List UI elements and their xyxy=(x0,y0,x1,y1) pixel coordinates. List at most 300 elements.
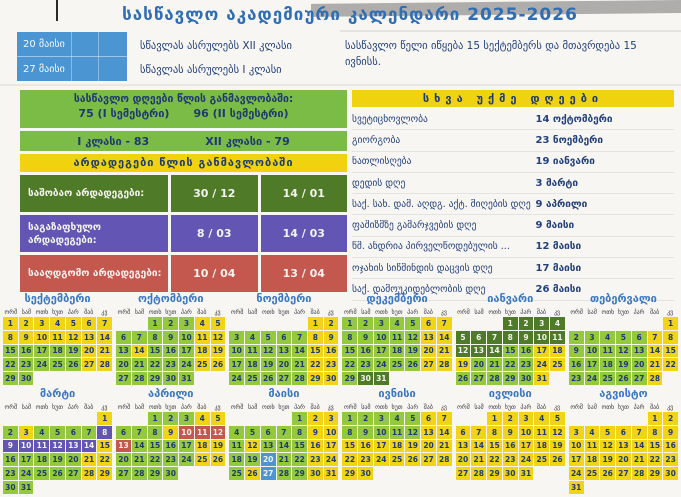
day-cell: 17 xyxy=(569,453,584,466)
day-cell: 9 xyxy=(163,331,178,344)
day-cell: 26 xyxy=(245,467,260,480)
empty-cell xyxy=(648,317,663,330)
other-holiday-row xyxy=(352,130,674,151)
day-cell: 6 xyxy=(632,331,647,344)
day-cell: 11 xyxy=(600,345,615,358)
day-cell: 6 xyxy=(277,331,292,344)
weekday-header xyxy=(229,403,338,412)
month-grid xyxy=(116,412,225,480)
weekday-label: შაბ xyxy=(536,309,547,316)
weekday-label: პარ xyxy=(180,403,192,411)
day-cell: 23 xyxy=(358,453,373,466)
day-cell: 2 xyxy=(324,317,339,330)
weekday-header xyxy=(342,403,451,412)
day-cell: 29 xyxy=(342,467,357,480)
weekday-header xyxy=(229,308,338,317)
day-cell: 20 xyxy=(471,358,486,371)
weekday-label: ორშ xyxy=(457,309,470,316)
day-cell: 11 xyxy=(34,440,49,453)
months-grid xyxy=(3,292,678,494)
weekday-label: სამ xyxy=(587,403,597,411)
month-calendar xyxy=(342,387,451,494)
day-cell: 3 xyxy=(179,317,194,330)
weekday-label: ხუთ xyxy=(165,309,177,316)
month-title: მაისი xyxy=(268,386,300,400)
day-cell: 22 xyxy=(292,453,307,466)
day-cell: 1 xyxy=(148,412,163,425)
day-cell: 15 xyxy=(663,345,678,358)
day-cell: 1 xyxy=(342,317,357,330)
day-cell: 13 xyxy=(66,440,81,453)
day-cell: 13 xyxy=(116,440,131,453)
day-cell: 7 xyxy=(132,426,147,439)
day-cell: 31 xyxy=(324,467,339,480)
day-cell: 29 xyxy=(503,372,518,385)
day-cell: 29 xyxy=(487,467,502,480)
school-days-header-box xyxy=(20,90,347,128)
day-cell: 25 xyxy=(585,467,600,480)
weekday-label: პარ xyxy=(180,309,192,316)
empty-cell xyxy=(277,412,292,425)
day-cell: 29 xyxy=(3,372,18,385)
semester-days xyxy=(20,107,347,120)
other-holiday-name: დედის დღე xyxy=(352,177,406,189)
day-cell: 12 xyxy=(261,345,276,358)
day-cell: 18 xyxy=(550,345,565,358)
day-cell: 13 xyxy=(471,345,486,358)
day-cell: 2 xyxy=(519,317,534,330)
day-cell: 7 xyxy=(632,426,647,439)
day-cell: 5 xyxy=(405,412,420,425)
empty-cell xyxy=(245,412,260,425)
weekday-label: ხუთ xyxy=(504,403,516,411)
day-cell: 24 xyxy=(519,453,534,466)
semester-1-days: 75 (I სემესტრი) xyxy=(78,107,170,120)
day-cell: 2 xyxy=(358,317,373,330)
day-cell: 27 xyxy=(82,358,97,371)
month-title: თებერვალი xyxy=(589,292,657,305)
day-cell: 23 xyxy=(358,358,373,371)
day-cell: 5 xyxy=(456,331,471,344)
day-cell: 10 xyxy=(569,440,584,453)
day-cell: 16 xyxy=(19,345,34,358)
day-cell: 30 xyxy=(358,467,373,480)
semester-2-days: 96 (II სემესტრი) xyxy=(193,107,289,120)
day-cell: 19 xyxy=(550,440,565,453)
day-cell: 13 xyxy=(261,440,276,453)
weekday-label: ხუთ xyxy=(52,309,64,316)
day-cell: 30 xyxy=(308,467,323,480)
legend-date-row: 20 მაისი xyxy=(17,32,127,57)
weekday-label: შაბ xyxy=(310,309,320,316)
day-cell: 1 xyxy=(148,317,163,330)
weekday-label: ოთხ xyxy=(488,403,501,411)
day-cell: 21 xyxy=(82,453,97,466)
day-cell: 13 xyxy=(632,345,647,358)
day-cell: 6 xyxy=(116,426,131,439)
day-cell: 6 xyxy=(421,317,436,330)
day-cell: 6 xyxy=(421,412,436,425)
day-cell: 26 xyxy=(600,467,615,480)
day-cell: 16 xyxy=(308,440,323,453)
empty-cell xyxy=(585,317,600,330)
month-title: დეკემბერი xyxy=(366,292,428,305)
day-cell: 21 xyxy=(632,453,647,466)
other-holiday-name: გიორგობა xyxy=(352,134,401,146)
day-cell: 15 xyxy=(97,440,112,453)
weekday-label: ოთხ xyxy=(375,403,388,411)
day-cell: 12 xyxy=(405,426,420,439)
day-cell: 28 xyxy=(82,467,97,480)
day-cell: 31 xyxy=(519,467,534,480)
day-cell: 5 xyxy=(211,412,226,425)
day-cell: 8 xyxy=(308,331,323,344)
day-cell: 31 xyxy=(179,372,194,385)
month-grid xyxy=(456,317,565,385)
other-holiday-name: წმ. ანდრია პირველწოდებულის ... xyxy=(352,241,510,253)
empty-cell xyxy=(116,317,131,330)
day-cell: 18 xyxy=(534,440,549,453)
weekday-label: შაბ xyxy=(423,403,433,411)
day-cell: 29 xyxy=(148,467,163,480)
month-grid xyxy=(229,317,338,385)
day-cell: 18 xyxy=(34,453,49,466)
day-cell: 27 xyxy=(616,467,631,480)
day-cell: 15 xyxy=(487,440,502,453)
weekday-label: ოთხ xyxy=(488,309,501,316)
other-holiday-row xyxy=(352,237,674,258)
empty-cell xyxy=(585,412,600,425)
day-cell: 19 xyxy=(616,358,631,371)
empty-cell xyxy=(600,412,615,425)
day-cell: 6 xyxy=(66,426,81,439)
weekday-label: ხუთ xyxy=(391,403,403,411)
day-cell: 27 xyxy=(456,467,471,480)
weekday-label: ხუთ xyxy=(278,309,290,316)
day-cell: 26 xyxy=(50,467,65,480)
other-holiday-date: 14 ოქტომბერი xyxy=(535,113,613,125)
month-calendar xyxy=(342,292,451,385)
day-cell: 11 xyxy=(229,440,244,453)
weekday-label: ხუთ xyxy=(278,403,290,411)
month-calendar xyxy=(569,292,678,385)
day-cell: 20 xyxy=(616,453,631,466)
may-dates-legend xyxy=(17,32,127,81)
day-cell: 1 xyxy=(292,412,307,425)
day-cell: 18 xyxy=(600,358,615,371)
day-cell: 3 xyxy=(324,412,339,425)
school-days-header: სასწავლო დღეები წლის განმავლობაში: xyxy=(73,93,294,105)
month-title: აგვისტო xyxy=(599,386,648,400)
day-cell: 10 xyxy=(19,440,34,453)
day-cell: 16 xyxy=(663,440,678,453)
weekday-header xyxy=(342,308,451,317)
day-cell: 7 xyxy=(132,331,147,344)
day-cell: 29 xyxy=(648,467,663,480)
day-cell: 11 xyxy=(50,331,65,344)
empty-cell xyxy=(616,412,631,425)
day-cell: 14 xyxy=(437,426,452,439)
weekday-label: სამ xyxy=(361,403,371,411)
day-cell: 3 xyxy=(374,317,389,330)
day-cell: 2 xyxy=(3,426,18,439)
day-cell: 29 xyxy=(97,467,112,480)
other-holiday-date: 23 ნოემბერი xyxy=(535,134,604,146)
day-cell: 24 xyxy=(229,372,244,385)
day-cell: 20 xyxy=(421,345,436,358)
weekday-label: შაბ xyxy=(310,403,320,411)
weekday-label: ოთხ xyxy=(601,403,615,411)
empty-cell xyxy=(50,412,65,425)
day-cell: 10 xyxy=(324,426,339,439)
other-holiday-date: 9 აპრილი xyxy=(535,198,588,210)
other-holiday-name: ფაშიზმზე გამარჯვების დღე xyxy=(352,220,477,232)
day-cell: 16 xyxy=(358,345,373,358)
day-cell: 11 xyxy=(195,331,210,344)
day-cell: 9 xyxy=(3,440,18,453)
day-cell: 21 xyxy=(277,453,292,466)
day-cell: 10 xyxy=(374,331,389,344)
day-cell: 19 xyxy=(261,358,276,371)
day-cell: 15 xyxy=(342,345,357,358)
day-cell: 16 xyxy=(503,440,518,453)
weekday-label: სამ xyxy=(248,309,258,316)
day-cell: 26 xyxy=(211,453,226,466)
weekday-label: სამ xyxy=(248,403,258,411)
weekday-label: ოთხ xyxy=(148,403,162,411)
day-cell: 24 xyxy=(374,358,389,371)
day-cell: 20 xyxy=(116,358,131,371)
day-cell: 4 xyxy=(195,317,210,330)
holiday-label: საგაზაფხულო არდადეგები: xyxy=(20,215,168,252)
day-cell: 10 xyxy=(179,331,194,344)
day-cell: 20 xyxy=(116,453,131,466)
day-cell: 5 xyxy=(211,317,226,330)
month-title: ივლისი xyxy=(488,386,532,400)
weekday-label: კვ xyxy=(667,309,674,316)
day-cell: 17 xyxy=(519,440,534,453)
day-cell: 7 xyxy=(437,412,452,425)
day-cell: 28 xyxy=(277,467,292,480)
day-cell: 2 xyxy=(358,412,373,425)
holiday-label: სააღდგომო არდადეგები: xyxy=(20,255,168,292)
day-cell: 15 xyxy=(342,440,357,453)
day-cell: 24 xyxy=(34,358,49,371)
day-cell: 19 xyxy=(600,453,615,466)
day-cell: 24 xyxy=(534,358,549,371)
day-cell: 10 xyxy=(534,331,549,344)
weekday-label: პარ xyxy=(294,403,305,411)
day-cell: 12 xyxy=(245,440,260,453)
day-cell: 13 xyxy=(456,440,471,453)
weekday-label: ორშ xyxy=(4,309,18,316)
day-cell: 10 xyxy=(374,426,389,439)
day-cell: 16 xyxy=(324,345,339,358)
weekday-label: ხუთ xyxy=(617,403,629,411)
month-grid xyxy=(569,317,678,385)
month-calendar xyxy=(116,292,225,385)
weekday-label: ოთხ xyxy=(35,403,49,411)
day-cell: 1 xyxy=(3,317,18,330)
day-cell: 26 xyxy=(550,453,565,466)
day-cell: 22 xyxy=(648,453,663,466)
day-cell: 28 xyxy=(437,453,452,466)
day-cell: 14 xyxy=(648,345,663,358)
empty-cell xyxy=(456,412,471,425)
day-cell: 2 xyxy=(503,412,518,425)
day-cell: 21 xyxy=(132,358,147,371)
day-cell: 30 xyxy=(503,467,518,480)
day-cell: 1 xyxy=(342,412,357,425)
weekday-label: კვ xyxy=(553,403,561,411)
day-cell: 17 xyxy=(179,440,194,453)
weekday-label: კვ xyxy=(327,309,334,316)
weekday-label: კვ xyxy=(440,309,447,316)
weekday-label: პარ xyxy=(520,309,532,316)
other-holiday-row xyxy=(352,215,674,236)
day-cell: 29 xyxy=(148,372,163,385)
day-cell: 19 xyxy=(405,440,420,453)
day-cell: 22 xyxy=(342,358,357,371)
weekday-label: ორშ xyxy=(230,403,244,411)
holiday-start-date: 30 / 12 xyxy=(171,175,258,212)
other-holiday-date: 17 მაისი xyxy=(535,262,582,274)
day-cell: 27 xyxy=(421,358,436,371)
legend-descriptions xyxy=(140,34,340,82)
empty-cell xyxy=(116,412,131,425)
day-cell: 6 xyxy=(456,426,471,439)
empty-cell xyxy=(616,317,631,330)
weekday-label: ხუთ xyxy=(617,309,629,316)
day-cell: 7 xyxy=(471,426,486,439)
month-grid xyxy=(456,412,565,480)
day-cell: 13 xyxy=(421,426,436,439)
day-cell: 9 xyxy=(308,426,323,439)
day-cell: 19 xyxy=(50,453,65,466)
day-cell: 11 xyxy=(245,345,260,358)
month-grid xyxy=(116,317,225,385)
day-cell: 30 xyxy=(324,372,339,385)
other-holidays-panel xyxy=(352,90,674,301)
day-cell: 12 xyxy=(66,331,81,344)
weekday-label: ოთხ xyxy=(601,309,615,316)
month-calendar xyxy=(229,292,338,385)
day-cell: 27 xyxy=(421,453,436,466)
day-cell: 19 xyxy=(456,358,471,371)
day-cell: 5 xyxy=(405,317,420,330)
day-cell: 30 xyxy=(163,467,178,480)
day-cell: 14 xyxy=(97,331,112,344)
day-cell: 15 xyxy=(648,440,663,453)
day-cell: 14 xyxy=(132,440,147,453)
day-cell: 22 xyxy=(503,358,518,371)
day-cell: 1 xyxy=(648,412,663,425)
weekday-label: კვ xyxy=(327,403,334,411)
weekday-label: კვ xyxy=(101,403,108,411)
day-cell: 3 xyxy=(569,426,584,439)
day-cell: 26 xyxy=(456,372,471,385)
day-cell: 8 xyxy=(663,331,678,344)
day-cell: 11 xyxy=(195,426,210,439)
day-cell: 18 xyxy=(195,345,210,358)
weekday-label: შაბ xyxy=(197,309,207,316)
day-cell: 28 xyxy=(132,372,147,385)
day-cell: 28 xyxy=(632,467,647,480)
day-cell: 3 xyxy=(585,331,600,344)
day-cell: 8 xyxy=(648,426,663,439)
day-cell: 10 xyxy=(585,345,600,358)
day-cell: 9 xyxy=(569,345,584,358)
day-cell: 18 xyxy=(585,453,600,466)
day-cell: 20 xyxy=(632,358,647,371)
day-cell: 25 xyxy=(34,467,49,480)
weekday-label: პარ xyxy=(67,403,79,411)
day-cell: 18 xyxy=(245,358,260,371)
weekday-label: შაბ xyxy=(649,309,660,316)
day-cell: 24 xyxy=(179,358,194,371)
day-cell: 16 xyxy=(569,358,584,371)
day-cell: 5 xyxy=(550,412,565,425)
day-cell: 26 xyxy=(66,358,81,371)
other-holiday-date: 26 მაისი xyxy=(535,284,582,296)
day-cell: 4 xyxy=(195,412,210,425)
day-cell: 21 xyxy=(97,345,112,358)
month-calendar xyxy=(116,387,225,494)
day-cell: 20 xyxy=(277,358,292,371)
day-cell: 28 xyxy=(487,372,502,385)
weekday-label: პარ xyxy=(633,403,645,411)
weekday-label: ოთხ xyxy=(148,309,162,316)
month-title: ნოემბერი xyxy=(256,292,312,305)
empty-cell xyxy=(569,412,584,425)
day-cell: 13 xyxy=(616,440,631,453)
day-cell: 19 xyxy=(66,345,81,358)
day-cell: 26 xyxy=(211,358,226,371)
day-cell: 22 xyxy=(342,453,357,466)
day-cell: 7 xyxy=(648,331,663,344)
month-grid xyxy=(3,317,112,385)
month-title: ივნისი xyxy=(378,386,416,400)
day-cell: 21 xyxy=(132,453,147,466)
weekday-label: პარ xyxy=(407,403,419,411)
day-cell: 4 xyxy=(34,426,49,439)
day-cell: 27 xyxy=(471,372,486,385)
page-title: სასწავლო აკადემიური კალენდარი 2025-2026 xyxy=(122,5,578,25)
day-cell: 7 xyxy=(97,317,112,330)
day-cell: 25 xyxy=(390,453,405,466)
month-grid xyxy=(569,412,678,494)
day-cell: 29 xyxy=(308,372,323,385)
day-cell: 21 xyxy=(471,453,486,466)
day-cell: 21 xyxy=(437,345,452,358)
section-divider-line xyxy=(0,84,681,86)
weekday-header xyxy=(116,308,225,317)
weekday-label: სამ xyxy=(21,309,32,316)
day-cell: 12 xyxy=(550,426,565,439)
day-cell: 8 xyxy=(342,426,357,439)
day-cell: 1 xyxy=(503,317,518,330)
day-cell: 28 xyxy=(132,467,147,480)
day-cell: 3 xyxy=(34,317,49,330)
month-calendar xyxy=(456,387,565,494)
day-cell: 29 xyxy=(292,467,307,480)
day-cell: 13 xyxy=(82,331,97,344)
day-cell: 25 xyxy=(195,358,210,371)
month-calendar xyxy=(229,387,338,494)
day-cell: 10 xyxy=(34,331,49,344)
day-cell: 30 xyxy=(163,372,178,385)
day-cell: 30 xyxy=(663,467,678,480)
